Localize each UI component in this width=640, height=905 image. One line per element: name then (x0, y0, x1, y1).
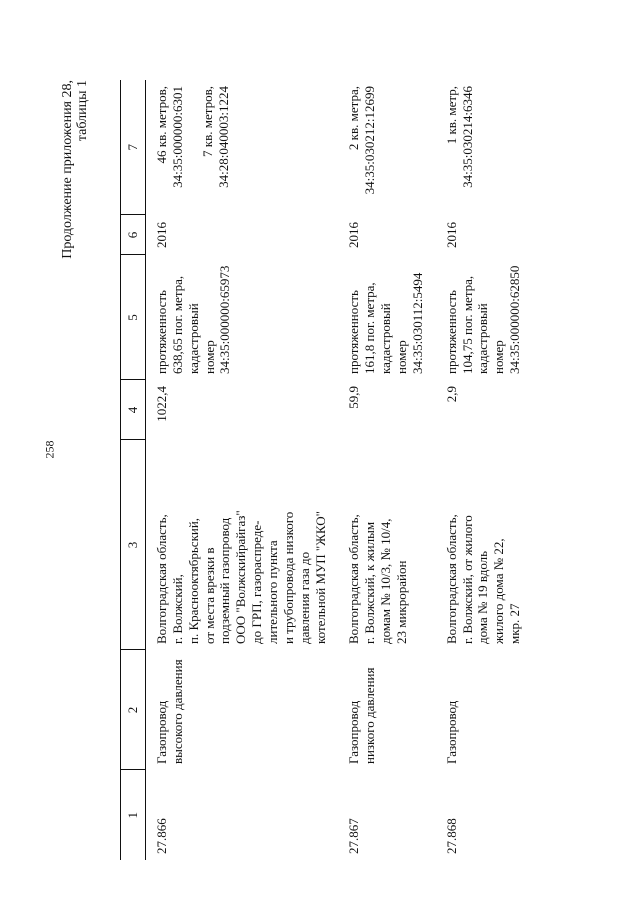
row-params: протяженность 104,75 пог. метра, кадастровый номер 34:35:000000:62850 (443, 265, 523, 374)
caption-line-2: таблицы 1 (75, 80, 91, 142)
row-location: Волгоградская область, г. Волжский, от жилого дома № 19 вдоль жилого дома № 22, мкр. 27 (443, 514, 523, 644)
row-year: 2016 (346, 222, 362, 248)
row-value: 59,9 (346, 386, 362, 409)
table-row (436, 80, 533, 860)
header-col-5: 5 (121, 255, 146, 380)
land-entry: 46 кв. метров, 34:35:000000:6301 (154, 86, 185, 188)
row-id: 27.867 (346, 818, 362, 854)
page-number: 258 (42, 440, 57, 459)
row-land (338, 80, 435, 215)
row-location: Волгоградская область, г. Волжский, п. Краснооктябрьский, от места врезки в подземный газопровод ООО "Волжскийрайгаз" до ГРП, газораспреде- лительного пункта и трубопровода низкого давления газа до котельной МУП "ЖКО" (154, 510, 328, 644)
land-spacer (186, 86, 200, 209)
row-name: Газопровод низкого давления (346, 667, 378, 764)
row-year: 2016 (154, 222, 169, 248)
header-col-3: 3 (121, 440, 146, 650)
row-id: 27.868 (443, 818, 459, 854)
table-row (338, 80, 435, 860)
row-id: 27.866 (154, 818, 169, 854)
table-caption (60, 80, 91, 259)
row-name: Газопровод (443, 700, 459, 764)
rotated-content (60, 80, 580, 860)
row-value: 2,9 (443, 386, 459, 403)
row-params: протяженность 638,65 пог. метра, кадастровый номер 34:35:000000:65973 (154, 265, 233, 374)
row-value: 1022,4 (154, 386, 169, 422)
header-col-1: 1 (121, 770, 146, 860)
header-row (121, 80, 146, 860)
header-col-4: 4 (121, 380, 146, 440)
header-col-6: 6 (121, 215, 146, 255)
land-entry: 1 кв. метр, 34:35:030214:6346 (443, 86, 475, 188)
row-year: 2016 (443, 222, 459, 248)
table-row (146, 80, 339, 860)
row-location: Волгоградская область, г. Волжский, к жилым домам № 10/3, № 10/4, 23 микрорайон (346, 514, 410, 644)
row-land (146, 80, 339, 215)
row-params: протяженность 161,8 пог. метра, кадастровый номер 34:35:030112:5494 (346, 272, 425, 374)
caption-line-1: Продолжение приложения 28, (60, 80, 75, 259)
land-entry: 7 кв. метров, 34:28:040003:1224 (199, 86, 231, 188)
header-col-7: 7 (121, 80, 146, 215)
data-table (120, 80, 533, 860)
land-entry: 2 кв. метра, 34:35:030212:12699 (346, 86, 378, 195)
row-land (436, 80, 533, 215)
header-col-2: 2 (121, 650, 146, 770)
row-name: Газопровод высокого давления (154, 659, 185, 764)
